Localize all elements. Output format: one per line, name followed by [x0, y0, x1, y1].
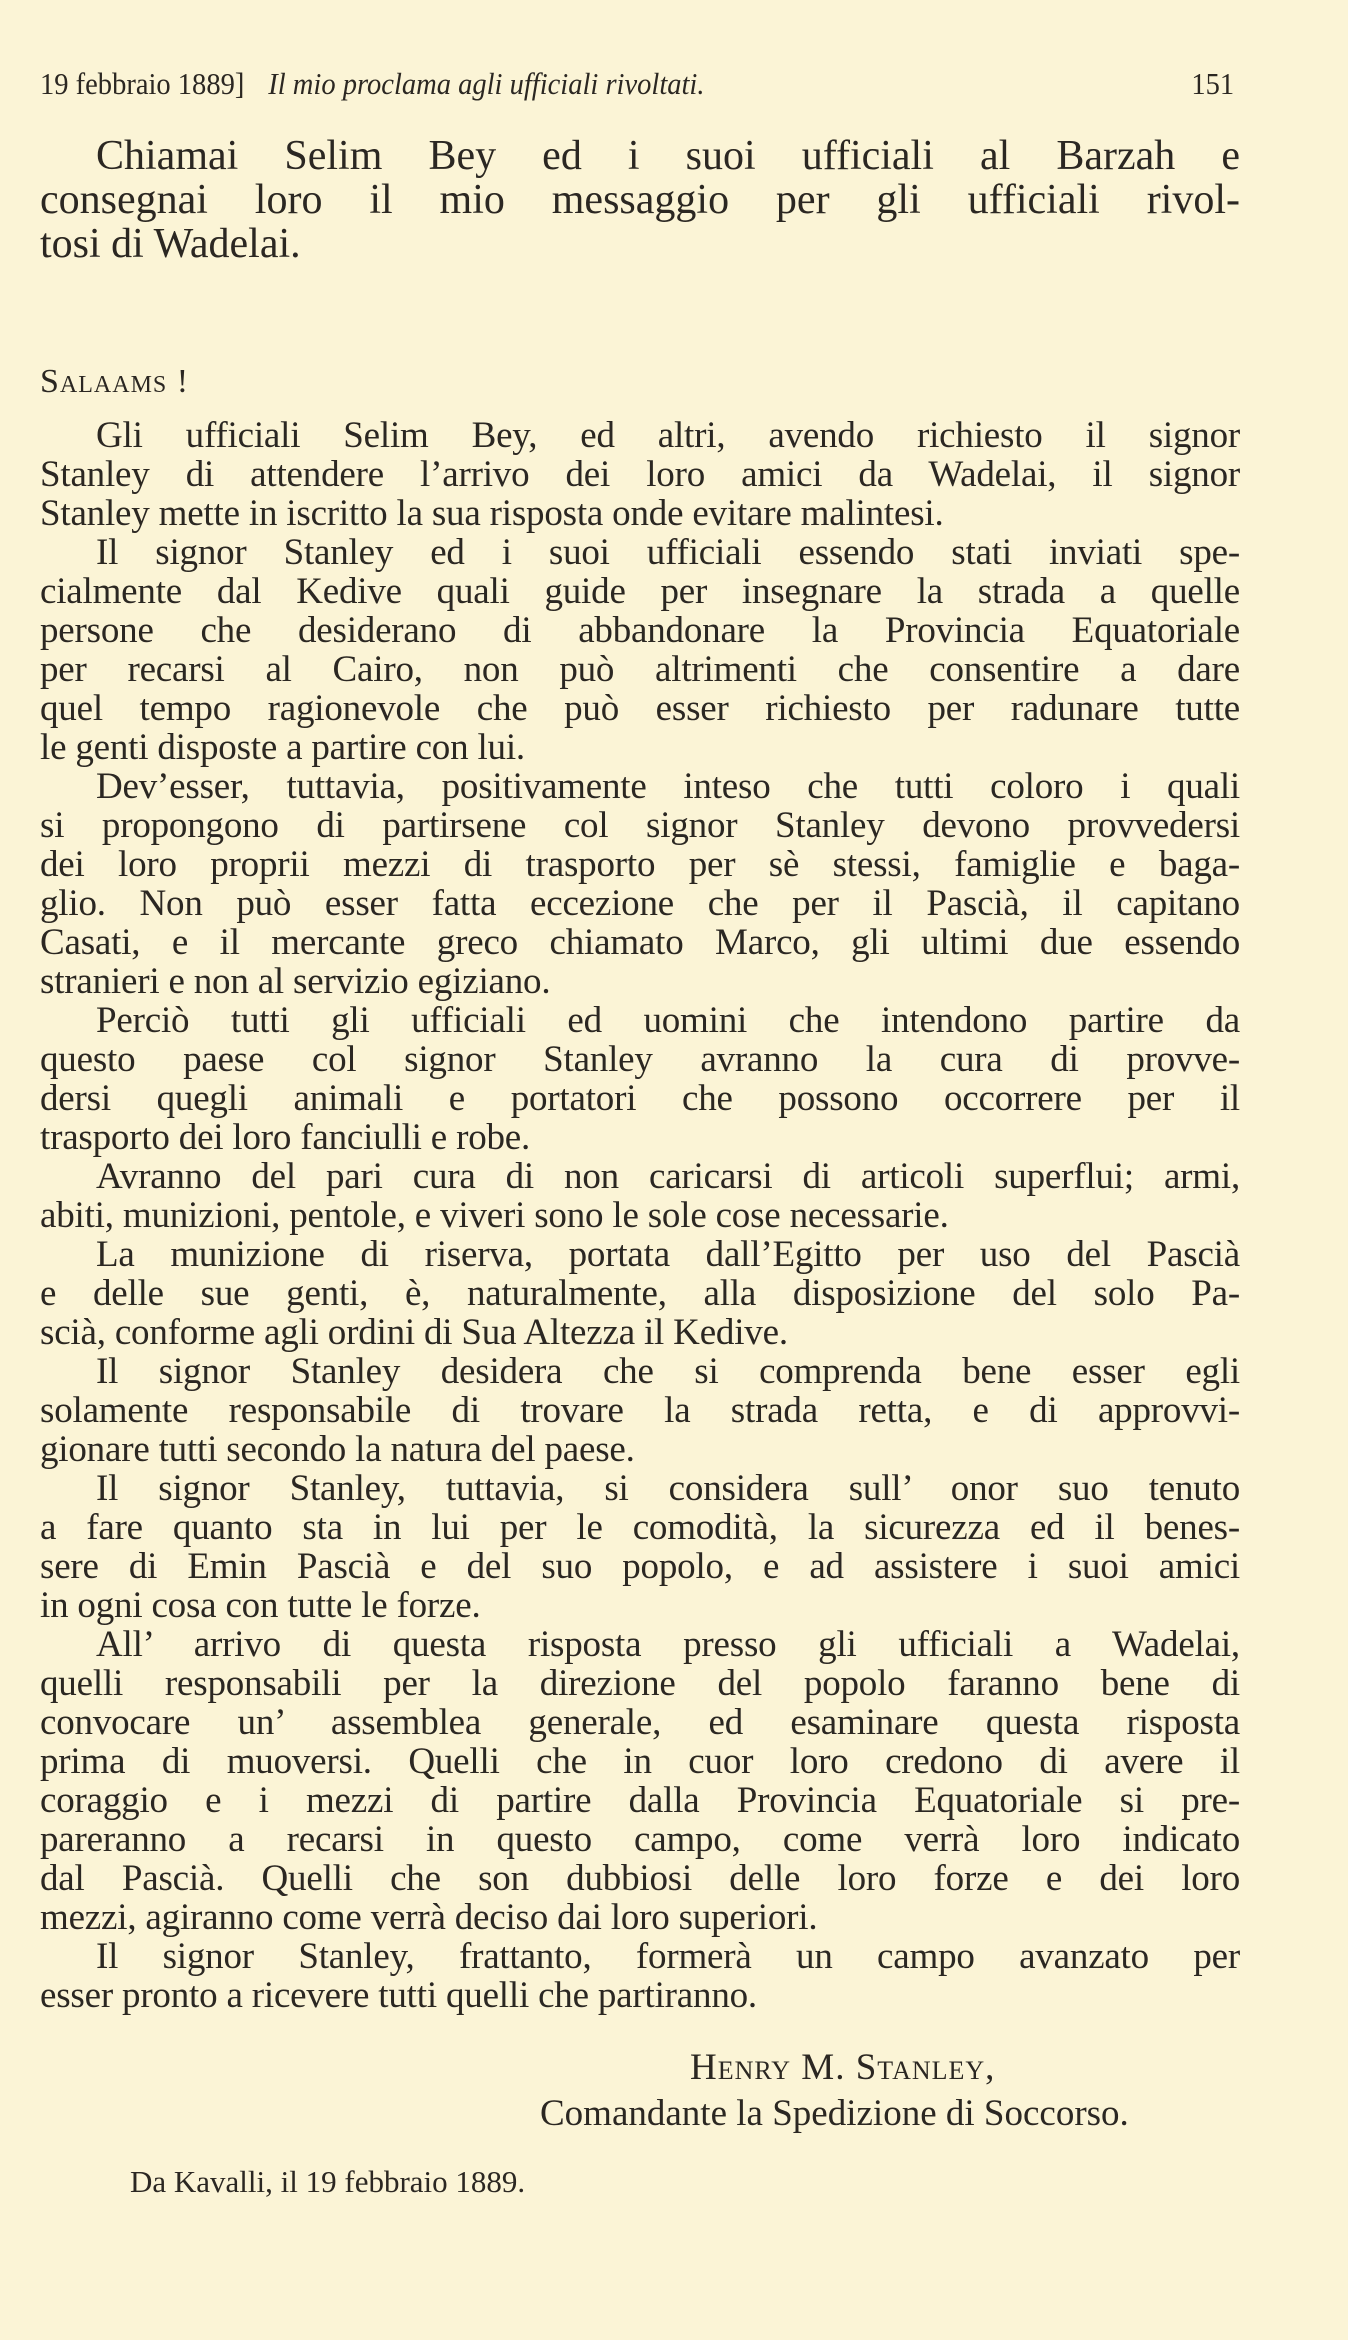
body-line: e delle sue genti, è, naturalmente, alla disposizione del solo Pa-	[40, 1273, 1240, 1314]
intro-line: tosi di Wadelai.	[40, 221, 301, 267]
body-line: All’ arrivo di questa risposta presso gli ufficiali a Wadelai,	[96, 1624, 1240, 1665]
body-line: Casati, e il mercante greco chiamato Marco, gli ultimi due essendo	[40, 922, 1240, 963]
body-line: esser pronto a ricevere tutti quelli che partiranno.	[40, 1975, 757, 2016]
body-line: Il signor Stanley ed i suoi ufficiali essendo stati inviati spe-	[96, 532, 1240, 573]
body-line: Stanley mette in iscritto la sua risposta onde evitare malintesi.	[40, 493, 944, 534]
running-head	[40, 64, 1235, 104]
body-line: gionare tutti secondo la natura del paese.	[40, 1429, 635, 1470]
running-head-date: 19 febbraio 1889]	[40, 66, 245, 101]
body-line: Il signor Stanley desidera che si comprenda bene esser egli	[96, 1351, 1240, 1392]
body-line: si propongono di partirsene col signor Stanley devono provvedersi	[40, 805, 1240, 846]
body-line: Dev’esser, tuttavia, positivamente inteso che tutti coloro i quali	[96, 766, 1240, 807]
body-line: le genti disposte a partire con lui.	[40, 727, 525, 768]
body-line: Stanley di attendere l’arrivo dei loro amici da Wadelai, il signor	[40, 454, 1240, 495]
body-line: sere di Emin Pascià e del suo popolo, e ad assistere i suoi amici	[40, 1546, 1240, 1587]
body-line: quelli responsabili per la direzione del popolo faranno bene di	[40, 1663, 1240, 1704]
body-line: Gli ufficiali Selim Bey, ed altri, avendo richiesto il signor	[96, 415, 1240, 456]
body-line: persone che desiderano di abbandonare la Provincia Equatoriale	[40, 610, 1240, 651]
intro-line: consegnai loro il mio messaggio per gli ufficiali rivol-	[40, 177, 1240, 223]
body-line: Il signor Stanley, frattanto, formerà un campo avanzato per	[96, 1936, 1240, 1977]
body-line: cialmente dal Kedive quali guide per insegnare la strada a quelle	[40, 571, 1240, 612]
body-line: glio. Non può esser fatta eccezione che per il Pascià, il capitano	[40, 883, 1240, 924]
body-line: prima di muoversi. Quelli che in cuor loro credono di avere il	[40, 1741, 1240, 1782]
intro-line: Chiamai Selim Bey ed i suoi ufficiali al Barzah e	[96, 133, 1240, 179]
body-line: stranieri e non al servizio egiziano.	[40, 961, 551, 1002]
running-head-title: Il mio proclama agli ufficiali rivoltati.	[268, 66, 705, 101]
body-line: La munizione di riserva, portata dall’Egitto per uso del Pascià	[96, 1234, 1240, 1275]
body-line: in ogni cosa con tutte le forze.	[40, 1585, 481, 1626]
body-line: mezzi, agiranno come verrà deciso dai loro superiori.	[40, 1897, 818, 1938]
salutation: Salaams !	[40, 363, 190, 400]
body-line: dei loro proprii mezzi di trasporto per sè stessi, famiglie e baga-	[40, 844, 1240, 885]
body-line: solamente responsabile di trovare la strada retta, e di approvvi-	[40, 1390, 1240, 1431]
page-number: 151	[1191, 66, 1235, 101]
body-line: dersi quegli animali e portatori che possono occorrere per il	[40, 1078, 1240, 1119]
body-line: Il signor Stanley, tuttavia, si considera sull’ onor suo tenuto	[96, 1468, 1240, 1509]
body-line: per recarsi al Cairo, non può altrimenti che consentire a dare	[40, 649, 1240, 690]
dateline: Da Kavalli, il 19 febbraio 1889.	[130, 2164, 526, 2199]
body-line: quel tempo ragionevole che può esser richiesto per radunare tutte	[40, 688, 1240, 729]
body-line: questo paese col signor Stanley avranno la cura di provve-	[40, 1039, 1240, 1080]
body-line: scià, conforme agli ordini di Sua Altezza il Kedive.	[40, 1312, 788, 1353]
body-line: Avranno del pari cura di non caricarsi di articoli superflui; armi,	[96, 1156, 1240, 1197]
body-line: Perciò tutti gli ufficiali ed uomini che intendono partire da	[96, 1000, 1240, 1041]
body-line: coraggio e i mezzi di partire dalla Provincia Equatoriale si pre-	[40, 1780, 1240, 1821]
signature-title: Comandante la Spedizione di Soccorso.	[540, 2093, 1129, 2134]
body-line: dal Pascià. Quelli che son dubbiosi delle loro forze e dei loro	[40, 1858, 1240, 1899]
body-line: pareranno a recarsi in questo campo, come verrà loro indicato	[40, 1819, 1240, 1860]
body-line: abiti, munizioni, pentole, e viveri sono le sole cose necessarie.	[40, 1195, 949, 1236]
body-line: trasporto dei loro fanciulli e robe.	[40, 1117, 531, 1158]
signature-name: Henry M. Stanley,	[690, 2047, 996, 2088]
body-line: a fare quanto sta in lui per le comodità, la sicurezza ed il benes-	[40, 1507, 1240, 1548]
body-line: convocare un’ assemblea generale, ed esaminare questa risposta	[40, 1702, 1240, 1743]
